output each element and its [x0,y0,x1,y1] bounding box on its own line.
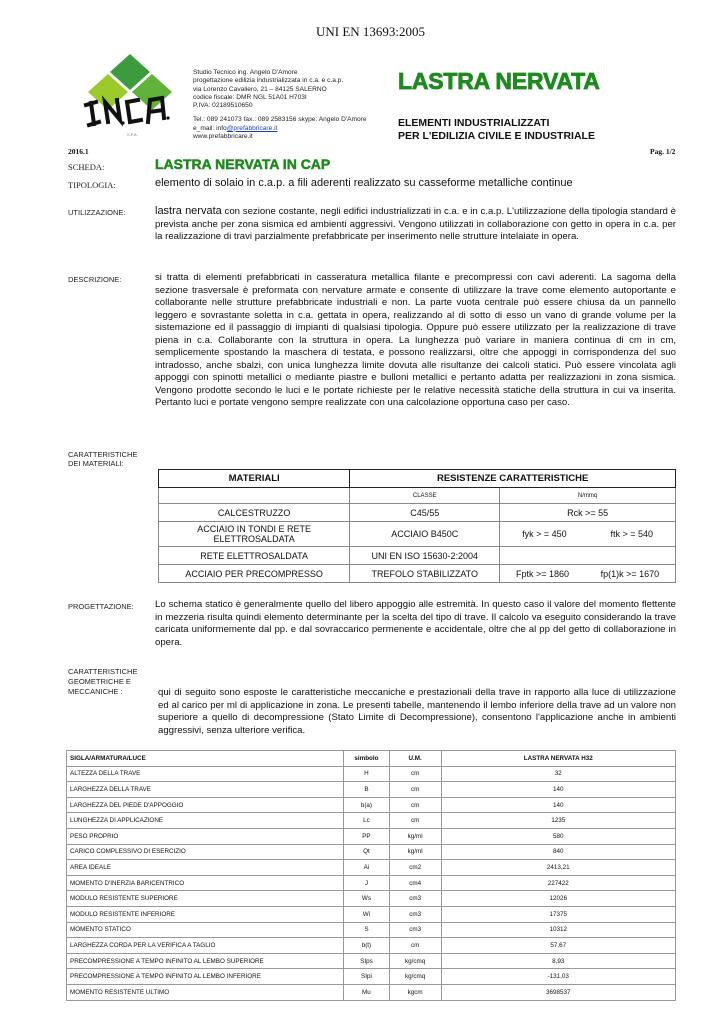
document-title: LASTRA NERVATA [398,68,600,94]
property-value: 8,93 [441,953,675,969]
property-unit: kg/cmq [389,969,441,985]
studio-line: Studio Tecnico ing. Angelo D'Amore [193,69,298,76]
materials-table [158,469,676,583]
material-name: ACCIAIO IN TONDI E RETE ELETTROSALDATA [159,522,350,547]
logo-suffix: S.P.A. [127,132,138,137]
property-value: 140 [441,782,675,798]
property-name: MODULO RESISTENTE SUPERIORE [67,891,344,907]
property-unit: cm2 [389,860,441,876]
material-name: CALCESTRUZZO [159,504,350,522]
property-value: 227422 [441,875,675,891]
property-value: 32 [441,766,675,782]
table-row [67,797,676,813]
table-row [159,522,676,547]
table-row [159,504,676,522]
property-symbol: Ai [344,860,390,876]
document-version: 2016.1 [68,147,89,156]
property-symbol: Lc [344,813,390,829]
property-unit: kgcm [389,984,441,1000]
materiali-label-1: CARATTERISTICHE [68,450,138,459]
property-name: MOMENTO STATICO [67,922,344,938]
property-symbol: SIpi [344,969,390,985]
header-resistenze: RESISTENZE CARATTERISTICHE [350,470,676,488]
property-value: 840 [441,844,675,860]
studio-line: codice fiscale: DMR NGL 51A01 H703I [193,93,307,101]
property-name: LARGHEZZA DELLA TRAVE [67,782,344,798]
subheader-unit: N/mmq [500,488,676,504]
caratteristiche-label-2: GEOMETRICHE E [68,677,131,686]
header-value: LASTRA NERVATA H32 [441,751,675,767]
studio-line: progettazione edilizia industrializzata in c.a. e c.a.p. [193,77,344,85]
subtitle-line-1: ELEMENTI INDUSTRIALIZZATI [398,117,550,129]
material-resistance: Rck >= 55 [500,504,676,522]
subtitle-line-2: PER L'EDILIZIA CIVILE E INDUSTRIALE [398,129,595,142]
descrizione-label: DESCRIZIONE: [68,275,122,284]
property-unit: cm3 [389,922,441,938]
property-name: AREA IDEALE [67,860,344,876]
property-symbol: S [344,922,390,938]
material-resistance: fyk > = 450 ftk > = 540 [500,522,676,547]
table-row [67,828,676,844]
property-value: 580 [441,828,675,844]
table-row [67,984,676,1000]
scheda-label: SCHEDA: [68,162,105,172]
property-value: 1235 [441,813,675,829]
property-symbol: J [344,875,390,891]
property-symbol: b(t) [344,938,390,954]
subheader-classe: CLASSE [350,488,500,504]
tipologia-label: TIPOLOGIA: [68,180,116,190]
materiali-label-2: DEI MATERIALI: [68,459,124,468]
property-value: -131,03 [441,969,675,985]
property-name: ALTEZZA DELLA TRAVE [67,766,344,782]
property-name: PRECOMPRESSIONE A TEMPO INFINITO AL LEMBO SUPERIORE [67,953,344,969]
property-name: PRECOMPRESSIONE A TEMPO INFINITO AL LEMBO INFERIORE [67,969,344,985]
inca-logo-icon [80,50,180,142]
website: www.prefabbricare.it [193,133,253,141]
page-number: Pag. 1/2 [650,147,676,156]
property-unit: cm3 [389,891,441,907]
table-row [67,938,676,954]
material-resistance: Fptk >= 1860 fp(1)k >= 1670 [500,565,676,583]
header-sigla: SIGLA/ARMATURA/LUCE [67,751,344,767]
property-value: 2413,21 [441,860,675,876]
caratteristiche-label [68,667,137,697]
studio-contacts: Tel.: 089 241073 fax.: 089 2583156 skype: Angelo D'Amore [193,116,367,124]
studio-info [193,69,367,141]
caratteristiche-label-3: MECCANICHE : [68,687,123,696]
property-value: 10312 [441,922,675,938]
descrizione-text: si tratta di elementi prefabbricati in casseratura metallica filante e precompressi con cavi aderenti. La sagoma della sezione trasversale è preformata con nervature armate e consente di utilizzare la trave come elemento autoportante e collaborante nelle strutture prefabbricate industriali e non. La parte vuota centrale può essere chiusa da un pannello leggero e sovrastante soletta in c.a. gettata in opera, realizzando al di sotto di esso un vano di grande volume per la sistemazione ed il passaggio di impianti di qualsiasi tipologia. Oppure può essere utilizzato per la realizzazione di trave piena in c.a. Collaborante con la struttura in opera. La lunghezza può variare in maniera continua di cm in cm, semplicemente spostando la maschera di testata, e possono realizzarsi, oltre che appoggi in corrispondenza del suo intradosso, anche sbalzi, con unica lunghezza limite dovuta alle risultanze dei calcoli statici. Può essere vincolata agli appoggi con spinotti metallici o mediante piastre e bulloni metallici e pertanto adatta per realizzazioni in zona sismica. Vengono prodotte secondo le luci e le portate richieste per le relative necessità statiche della struttura in cui va inserita. Pertanto luci e portate vengono sempre realizzate con una calcolazione opportuna caso per caso. [155,272,676,408]
property-unit: cm [389,938,441,954]
norm-reference: UNI EN 13693:2005 [316,24,426,39]
property-unit: kg/ml [389,844,441,860]
email-label: e_mail: info [193,124,227,132]
company-logo [80,50,180,142]
table-row [67,953,676,969]
table-row [67,813,676,829]
property-unit: cm [389,766,441,782]
property-value: 57,67 [441,938,675,954]
utilizzazione-label: UTILIZZAZIONE: [68,208,126,217]
material-class: C45/55 [350,504,500,522]
table-row [159,547,676,565]
studio-line: P.IVA: 02189510650 [193,102,253,110]
property-symbol: PP [344,828,390,844]
utilizzazione-text [155,205,676,244]
property-name: MOMENTO RESISTENTE ULTIMO [67,984,344,1000]
property-unit: cm [389,813,441,829]
table-row [67,922,676,938]
table-row [67,969,676,985]
header-materiali: MATERIALI [159,470,350,488]
progettazione-label: PROGETTAZIONE: [68,602,134,611]
property-unit: cm4 [389,875,441,891]
property-value: 140 [441,797,675,813]
materiali-label [68,450,137,468]
table-row [67,844,676,860]
material-class: UNI EN ISO 15630-2:2004 [350,547,500,565]
property-symbol: Wi [344,906,390,922]
header-simbolo: simbolo [344,751,390,767]
table-row [67,875,676,891]
property-unit: kg/cmq [389,953,441,969]
progettazione-text: Lo schema statico è generalmente quello del libero appoggio alle estremità. In questo caso il valore del momento flettente in mezzeria risulta quindi elemento determinante per la scelta del tipo di trave. Il calcolo va eseguito considerando la trave caricata uniformemente dal pp. e dal sovraccarico permenente e accidentale, oltre che al pp del getto di collaborazione in opera. [155,599,676,648]
caratteristiche-text: qui di seguito sono esposte le caratteristiche meccaniche e prestazionali della trave in rapporto alla luce di utilizzazione ed al carico per ml di applicazione in zona. Le presenti tabelle, mantenendo il lembo inferiore della trave ad un valore non superiore a quello di decompressione (Stato Limite di Decompressione), consentono l'applicazione anche in ambienti aggressivi, senza ulteriore verifica. [158,687,676,736]
table-row [67,766,676,782]
table-row [67,860,676,876]
materials-subheader-row [159,488,676,504]
table-row [67,906,676,922]
material-class: TREFOLO STABILIZZATO [350,565,500,583]
scheda-value: LASTRA NERVATA IN CAP [155,156,331,172]
property-value: 17375 [441,906,675,922]
property-unit: cm [389,782,441,798]
utilizzazione-body: con sezione costante, negli edifici industrializzati in c.a. e in c.a.p. L'utilizzazione della tipologia standard è prevista anche per zona sismica ed ambienti aggressivi. Vengono utilizzati in collaborazione con getto in opera in c.a. per la realizzazione di travi parzialmente prefabbricate per inserimento nelle strutture intelaiate in opera. [155,206,676,242]
property-unit: cm [389,797,441,813]
material-name: ACCIAIO PER PRECOMPRESSO [159,565,350,583]
property-unit: kg/ml [389,828,441,844]
tipologia-value: elemento di solaio in c.a.p. a fili aderenti realizzato su casseforme metalliche continue [155,177,573,189]
table-row [67,782,676,798]
property-symbol: b(a) [344,797,390,813]
utilizzazione-lead: lastra nervata [155,205,222,217]
material-resistance [500,547,676,565]
property-value: 3698537 [441,984,675,1000]
material-class: ACCIAIO B450C [350,522,500,547]
property-name: MODULO RESISTENTE INFERIORE [67,906,344,922]
materials-header-row [159,470,676,488]
document-subtitle [398,117,595,142]
geometric-table [66,750,676,1001]
property-symbol: Mu [344,984,390,1000]
geometric-header-row [67,751,676,767]
property-symbol: Ws [344,891,390,907]
table-row [159,565,676,583]
caratteristiche-label-1: CARATTERISTICHE [68,667,138,676]
property-name: PESO PROPRIO [67,828,344,844]
property-symbol: Qt [344,844,390,860]
studio-line: via Lorenzo Cavaliero, 21 – 84125 SALERNO [193,85,327,93]
property-value: 12026 [441,891,675,907]
property-name: LUNGHEZZA DI APPLICAZIONE [67,813,344,829]
property-symbol: SIps [344,953,390,969]
material-name: RETE ELETTROSALDATA [159,547,350,565]
property-symbol: H [344,766,390,782]
header-um: U.M. [389,751,441,767]
table-row [67,891,676,907]
property-name: MOMENTO D'INERZIA BARICENTRICO [67,875,344,891]
property-name: CARICO COMPLESSIVO DI ESERCIZIO [67,844,344,860]
property-name: LARGHEZZA CORDA PER LA VERIFICA A TAGLIO [67,938,344,954]
property-name: LARGHEZZA DEL PIEDE D'APPOGGIO [67,797,344,813]
property-symbol: B [344,782,390,798]
email-link[interactable]: @prefabbricare.it [226,124,278,132]
property-unit: cm3 [389,906,441,922]
